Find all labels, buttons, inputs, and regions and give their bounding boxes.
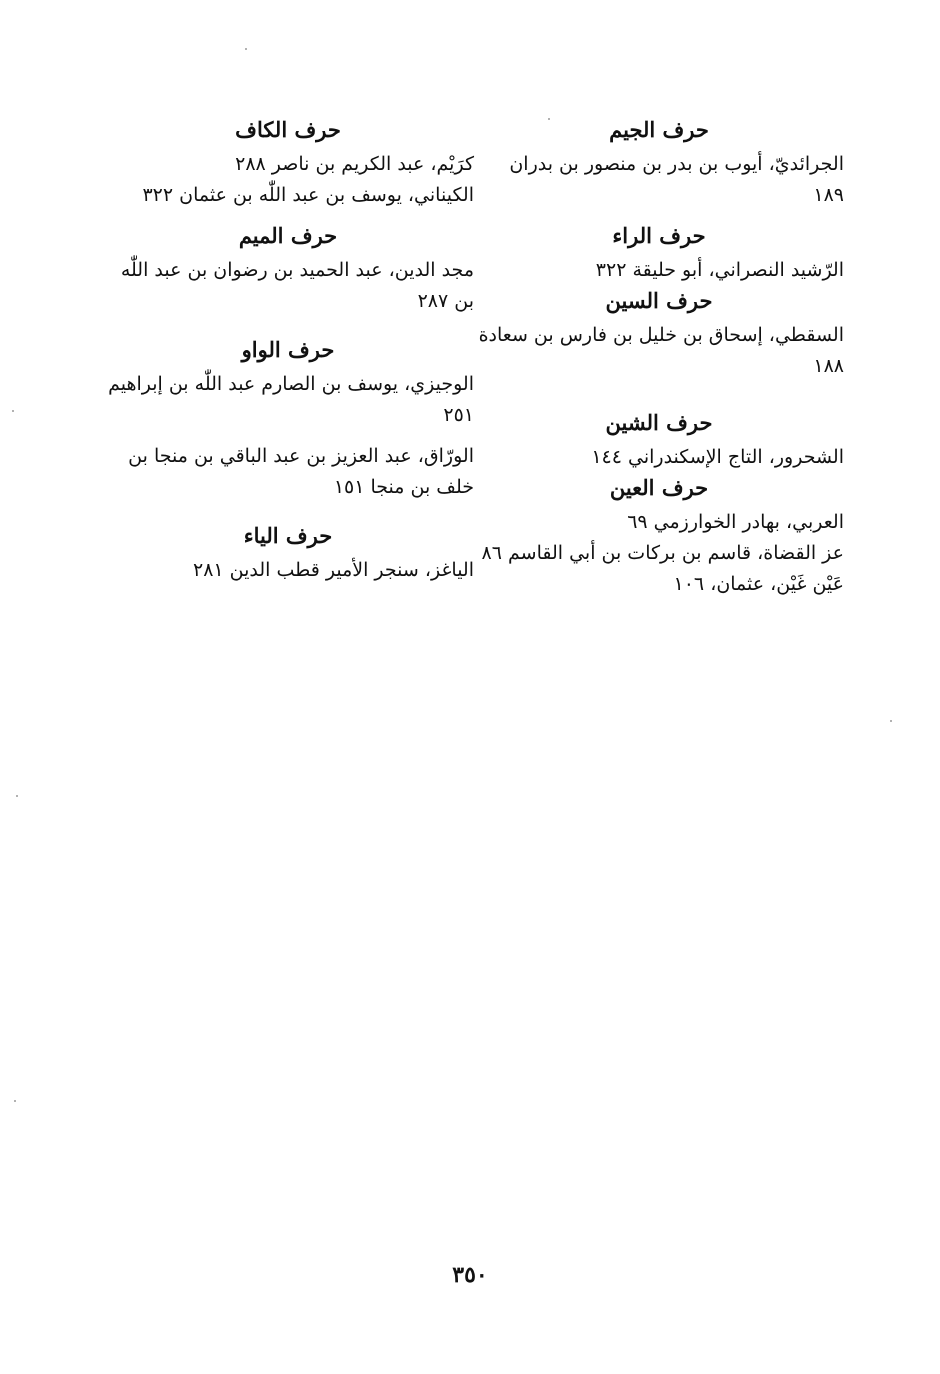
- index-entry: [474, 149, 844, 211]
- index-entry: [474, 320, 844, 382]
- index-entry: [474, 442, 844, 473]
- index-entry: [474, 538, 844, 569]
- index-entry: [102, 255, 474, 317]
- entry-page-number: ٢٥١: [443, 404, 474, 426]
- index-section-kaf: [102, 115, 474, 211]
- entry-text: الكيناني، يوسف بن عبد اللّٰه بن عثمان: [179, 184, 474, 206]
- index-section-shin: [474, 408, 844, 473]
- index-entry: [474, 255, 844, 286]
- entry-text: الجرائديّ، أيوب بن بدر بن منصور بن بدران: [509, 153, 844, 175]
- entry-text: العربي، بهادر الخوارزمي: [653, 511, 844, 533]
- index-entry: [474, 569, 844, 600]
- entry-text: مجد الدين، عبد الحميد بن رضوان بن عبد اللّٰه بن: [120, 259, 474, 312]
- section-heading: حرف السين: [605, 288, 713, 313]
- scan-speck: [12, 410, 14, 412]
- entry-page-number: ٢٨٨: [235, 153, 266, 175]
- entry-page-number: ٢٨١: [193, 559, 224, 581]
- scan-speck: [16, 795, 18, 797]
- entry-text: السقطي، إسحاق بن خليل بن فارس بن سعادة: [478, 324, 844, 346]
- section-heading: حرف الواو: [241, 337, 335, 362]
- index-entry: [102, 149, 474, 180]
- index-entry: [102, 180, 474, 211]
- scan-speck: [14, 1100, 16, 1102]
- index-column-left: [102, 115, 474, 586]
- index-section-sin: [474, 286, 844, 382]
- scan-speck: [548, 118, 550, 120]
- index-column-right: [474, 115, 844, 600]
- entry-text: الوجيزي، يوسف بن الصارم عبد اللّٰه بن إبراهيم: [108, 373, 474, 395]
- entry-text: الرّشيد النصراني، أبو حليقة: [632, 259, 844, 281]
- page-number: ٣٥٠: [452, 1262, 488, 1288]
- entry-page-number: ٢٨٧: [417, 290, 449, 312]
- section-heading: حرف الميم: [238, 223, 338, 248]
- entry-page-number: ١٨٨: [813, 355, 844, 377]
- index-section-ra: [474, 221, 844, 286]
- section-heading: حرف الكاف: [235, 117, 341, 142]
- entry-text: الورّاق، عبد العزيز بن عبد الباقي بن منجا بن خلف بن منجا: [128, 445, 474, 498]
- index-entry: [474, 507, 844, 538]
- index-section-waw: [102, 335, 474, 503]
- index-section-jim: [474, 115, 844, 211]
- section-heading: حرف الجيم: [609, 117, 709, 142]
- index-entry: [102, 369, 474, 431]
- entry-page-number: ٦٩: [627, 511, 648, 533]
- entry-page-number: ٣٢٢: [595, 259, 627, 281]
- entry-text: عَيْن غَيْن، عثمان،: [710, 573, 844, 595]
- index-section-mim: [102, 221, 474, 317]
- entry-text: الياغز، سنجر الأمير قطب الدين: [229, 559, 474, 581]
- entry-text: الشحرور، التاج الإسكندراني: [628, 446, 844, 468]
- entry-page-number: ٨٦: [481, 542, 502, 564]
- entry-page-number: ١٤٤: [591, 446, 622, 468]
- index-entry: [102, 555, 474, 586]
- entry-text: عز القضاة، قاسم بن بركات بن أبي القاسم: [508, 542, 844, 564]
- entry-page-number: ٣٢٢: [142, 184, 174, 206]
- section-heading: حرف الياء: [243, 523, 333, 548]
- entry-page-number: ١٥١: [333, 476, 365, 498]
- entry-page-number: ١٠٦: [673, 573, 705, 595]
- scan-speck: [245, 48, 247, 50]
- scan-speck: [890, 720, 892, 722]
- section-heading: حرف العين: [609, 475, 709, 500]
- entry-page-number: ١٨٩: [813, 184, 844, 206]
- entry-text: كرَيْم، عبد الكريم بن ناصر: [271, 153, 474, 175]
- index-section-ayn: [474, 473, 844, 600]
- section-heading: حرف الراء: [612, 223, 706, 248]
- index-entry: [102, 441, 474, 503]
- section-heading: حرف الشين: [605, 410, 713, 435]
- index-section-ya: [102, 521, 474, 586]
